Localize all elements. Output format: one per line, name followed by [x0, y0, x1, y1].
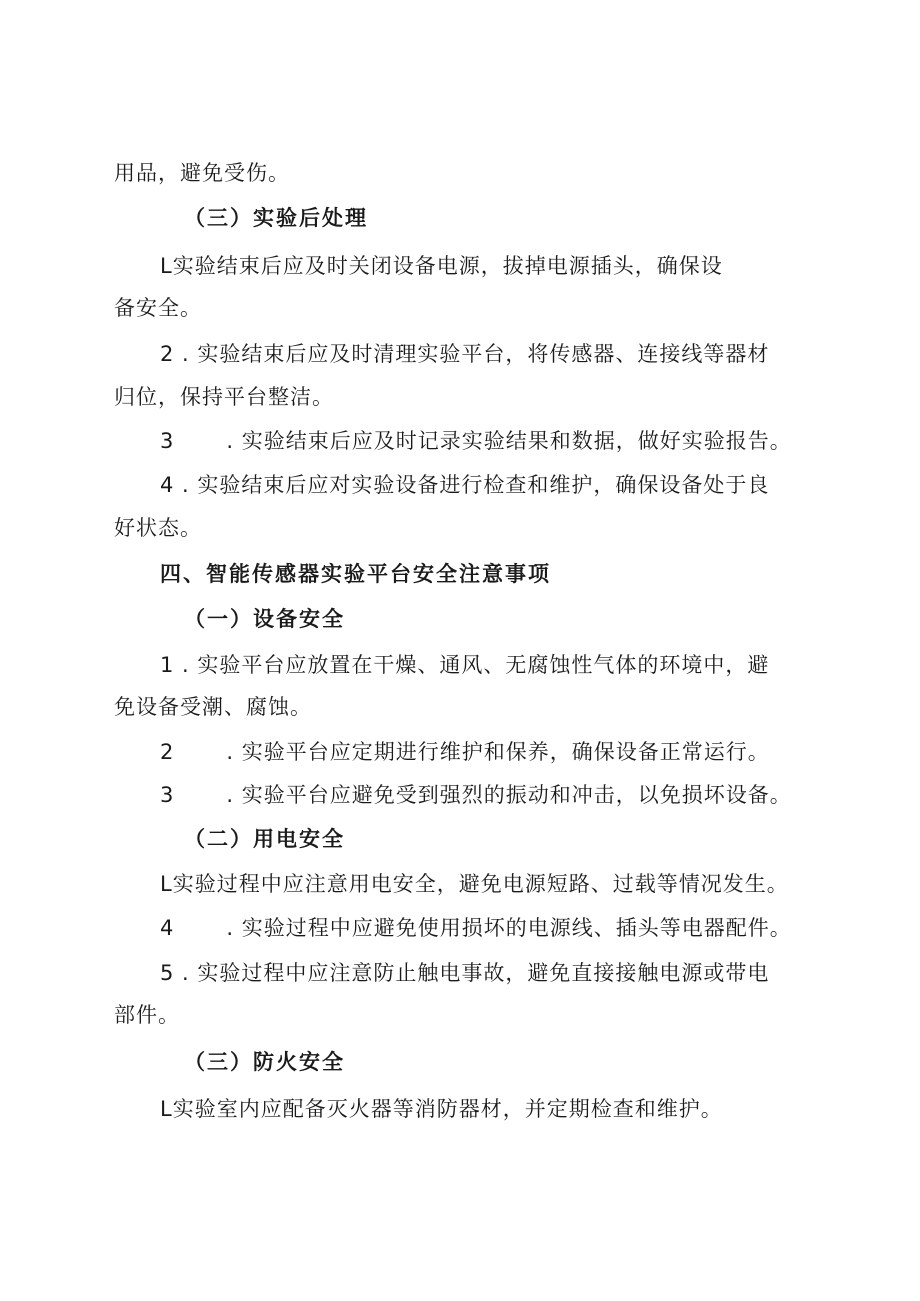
list-item-after-3 — [160, 426, 792, 456]
list-number: 2 — [160, 740, 175, 764]
list-item-electrical-3: 5 . 实验过程中应注意防止触电事故，避免直接接触电源或带电 — [160, 961, 770, 985]
list-number: 4 — [160, 916, 175, 940]
list-item-electrical-2 — [160, 913, 792, 943]
list-text: . 实验过程中应避免使用损坏的电源线、插头等电器配件。 — [226, 916, 792, 940]
list-item-fire-1: L实验室内应配备灭火器等消防器材，并定期检查和维护。 — [160, 1097, 723, 1121]
paragraph-continuation-ppe: 用品，避免受伤。 — [114, 161, 290, 185]
list-item-equipment-3 — [160, 780, 792, 810]
list-number: 3 — [160, 783, 175, 807]
list-number: 3 — [160, 429, 175, 453]
list-item-electrical-3-continuation: 部件。 — [114, 1003, 180, 1027]
list-item-equipment-1-continuation: 免设备受潮、腐蚀。 — [114, 695, 312, 719]
list-item-after-1: L实验结束后应及时关闭设备电源，拔掉电源插头，确保设 — [160, 254, 723, 278]
list-text: . 实验平台应避免受到强烈的振动和冲击，以免损坏设备。 — [226, 783, 792, 807]
list-text: . 实验结束后应及时记录实验结果和数据，做好实验报告。 — [226, 429, 792, 453]
list-item-equipment-2 — [160, 737, 770, 767]
list-item-after-4-continuation: 好状态。 — [114, 516, 202, 540]
subsection-heading-electrical-safety: （二）用电安全 — [184, 827, 345, 851]
list-item-after-2-continuation: 归位，保持平台整洁。 — [114, 385, 334, 409]
list-item-after-1-continuation: 备安全。 — [114, 296, 202, 320]
list-item-after-2: 2 . 实验结束后应及时清理实验平台，将传感器、连接线等器材 — [160, 342, 770, 366]
list-item-equipment-1: 1 . 实验平台应放置在干燥、通风、无腐蚀性气体的环境中，避 — [160, 653, 770, 677]
subsection-heading-equipment-safety: （一）设备安全 — [184, 607, 345, 631]
list-item-after-4: 4 . 实验结束后应对实验设备进行检查和维护，确保设备处于良 — [160, 473, 770, 497]
subsection-heading-fire-safety: （三）防火安全 — [184, 1050, 345, 1074]
section-heading-safety: 四、智能传感器实验平台安全注意事项 — [160, 562, 551, 586]
subsection-heading-after-experiment: （三）实验后处理 — [184, 206, 368, 230]
list-text: . 实验平台应定期进行维护和保养，确保设备正常运行。 — [226, 740, 770, 764]
list-item-electrical-1: L实验过程中应注意用电安全，避免电源短路、过载等情况发生。 — [160, 872, 789, 896]
